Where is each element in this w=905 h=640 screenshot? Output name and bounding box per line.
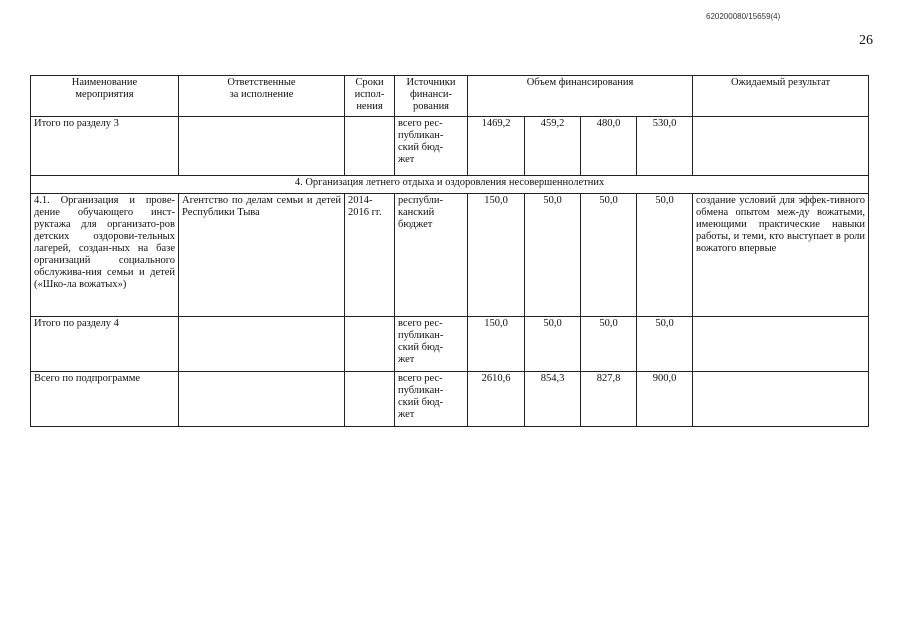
section-4-heading-row [31, 176, 869, 194]
cell-amount-2014: 50,0 [525, 317, 581, 372]
cell-source: всего рес- публикан- ский бюд- жет [395, 372, 468, 427]
cell-amount-2015: 50,0 [581, 194, 637, 317]
cell-source: республи- канский бюджет [395, 194, 468, 317]
cell-amount-2016: 530,0 [637, 117, 693, 176]
cell-responsible [179, 317, 345, 372]
cell-amount-2015: 827,8 [581, 372, 637, 427]
cell-name: Всего по подпрограмме [31, 372, 179, 427]
cell-name: Итого по разделу 3 [31, 117, 179, 176]
cell-source: всего рес- публикан- ский бюд- жет [395, 117, 468, 176]
cell-result [693, 317, 869, 372]
cell-responsible: Агентство по делам семьи и детей Республики Тыва [179, 194, 345, 317]
cell-result [693, 372, 869, 427]
cell-amount-2015: 50,0 [581, 317, 637, 372]
header-result: Ожидаемый результат [693, 76, 869, 117]
financing-table [30, 75, 869, 427]
table-row-total-section-3 [31, 117, 869, 176]
cell-result [693, 117, 869, 176]
header-name: Наименование мероприятия [31, 76, 179, 117]
cell-amount-total: 2610,6 [468, 372, 525, 427]
table-row-item-4-1 [31, 194, 869, 317]
cell-result: создание условий для эффек-тивного обмена опытом меж-ду вожатыми, имеющими практические навыки работы, и теми, кто выступает в роли вожатого впервые [693, 194, 869, 317]
cell-amount-2014: 854,3 [525, 372, 581, 427]
table-header-row [31, 76, 869, 117]
cell-terms [345, 317, 395, 372]
cell-terms: 2014- 2016 гг. [345, 194, 395, 317]
cell-amount-2016: 50,0 [637, 317, 693, 372]
cell-amount-total: 150,0 [468, 317, 525, 372]
cell-amount-2014: 459,2 [525, 117, 581, 176]
cell-amount-2015: 480,0 [581, 117, 637, 176]
table-row-grand-total [31, 372, 869, 427]
cell-name: Итого по разделу 4 [31, 317, 179, 372]
document-code: 620200080/15659(4) [706, 12, 781, 21]
table-row-total-section-4 [31, 317, 869, 372]
cell-amount-total: 150,0 [468, 194, 525, 317]
header-sources: Источники финанси- рования [395, 76, 468, 117]
page-number: 26 [859, 33, 873, 48]
cell-terms [345, 372, 395, 427]
cell-name: 4.1. Организация и прове-дение обучающего инст-руктажа для организато-ров детских оздорови-тельных лагерей, создан-ных на базе организаций социального обслужива-ния семьи и детей («Шко-ла вожатых») [31, 194, 179, 317]
cell-responsible [179, 372, 345, 427]
header-responsible: Ответственные за исполнение [179, 76, 345, 117]
header-terms: Сроки испол- нения [345, 76, 395, 117]
cell-terms [345, 117, 395, 176]
header-funding: Объем финансирования [468, 76, 693, 117]
cell-amount-2016: 900,0 [637, 372, 693, 427]
cell-amount-2014: 50,0 [525, 194, 581, 317]
cell-amount-total: 1469,2 [468, 117, 525, 176]
cell-amount-2016: 50,0 [637, 194, 693, 317]
cell-responsible [179, 117, 345, 176]
section-4-title: 4. Организация летнего отдыха и оздоровления несовершеннолетних [31, 176, 869, 194]
cell-source: всего рес- публикан- ский бюд- жет [395, 317, 468, 372]
